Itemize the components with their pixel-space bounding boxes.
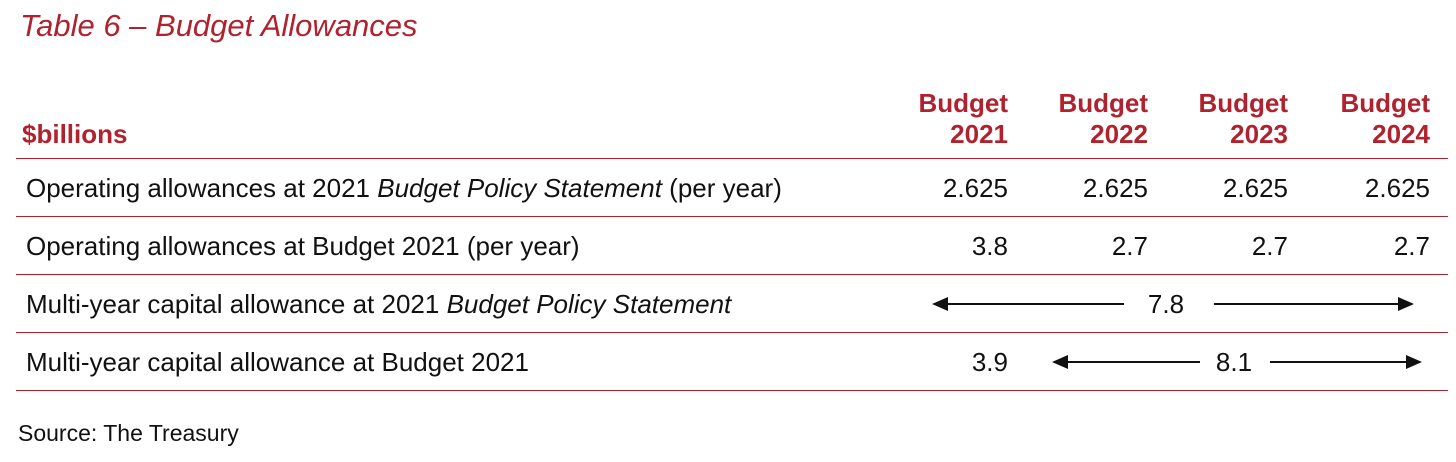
cell-2023: 2.625 [1222,173,1288,203]
row-label [26,347,529,378]
cell-2021: 3.9 [971,347,1008,377]
row-label-text: (per year) [661,173,782,203]
column-header-line1: Budget [1198,88,1288,118]
left-arrow-icon [1054,361,1200,363]
span-value: 8.1 [1215,347,1253,377]
table-row [16,275,1448,333]
units-label: $billions [22,119,128,149]
cell-2021: 3.8 [971,231,1008,261]
row-label-text: Multi-year capital allowance at Budget 2021 [26,347,529,377]
table-row [16,333,1448,391]
row-label-italic: Budget Policy Statement [446,289,732,319]
budget-allowances-table [16,84,1448,391]
cell-2021: 2.625 [942,173,1008,203]
cell-2022: 2.7 [1111,231,1148,261]
column-header-line1: Budget [918,88,1008,118]
column-header-2021 [878,88,1008,150]
column-header-line2: 2023 [1230,119,1288,149]
column-header-line2: 2021 [950,119,1008,149]
row-label-text: Multi-year capital allowance at 2021 [26,289,447,319]
column-header-line1: Budget [1340,88,1430,118]
table-row [16,159,1448,217]
left-arrow-icon [934,303,1124,305]
column-header-line2: 2024 [1372,119,1430,149]
row-label [26,231,580,262]
source-note: Source: The Treasury [18,420,239,446]
table-header [16,84,1448,159]
column-header-2024 [1300,88,1430,150]
table-title: Table 6 – Budget Allowances [20,8,418,43]
column-header-2022 [1018,88,1148,150]
cell-2024: 2.7 [1393,231,1430,261]
cell-2024: 2.625 [1364,173,1430,203]
cell-2023: 2.7 [1251,231,1288,261]
row-label-italic: Budget Policy Statement [377,173,662,203]
row-label [26,289,731,320]
right-arrow-icon [1214,303,1412,305]
span-value: 7.8 [1147,289,1185,319]
right-arrow-icon [1270,361,1420,363]
table-row [16,217,1448,275]
column-header-2023 [1158,88,1288,150]
column-header-line1: Budget [1058,88,1148,118]
row-label-text: Operating allowances at Budget 2021 (per year) [26,231,580,261]
cell-2022: 2.625 [1082,173,1148,203]
row-label [26,173,782,204]
column-header-line2: 2022 [1090,119,1148,149]
row-label-text: Operating allowances at 2021 [26,173,378,203]
